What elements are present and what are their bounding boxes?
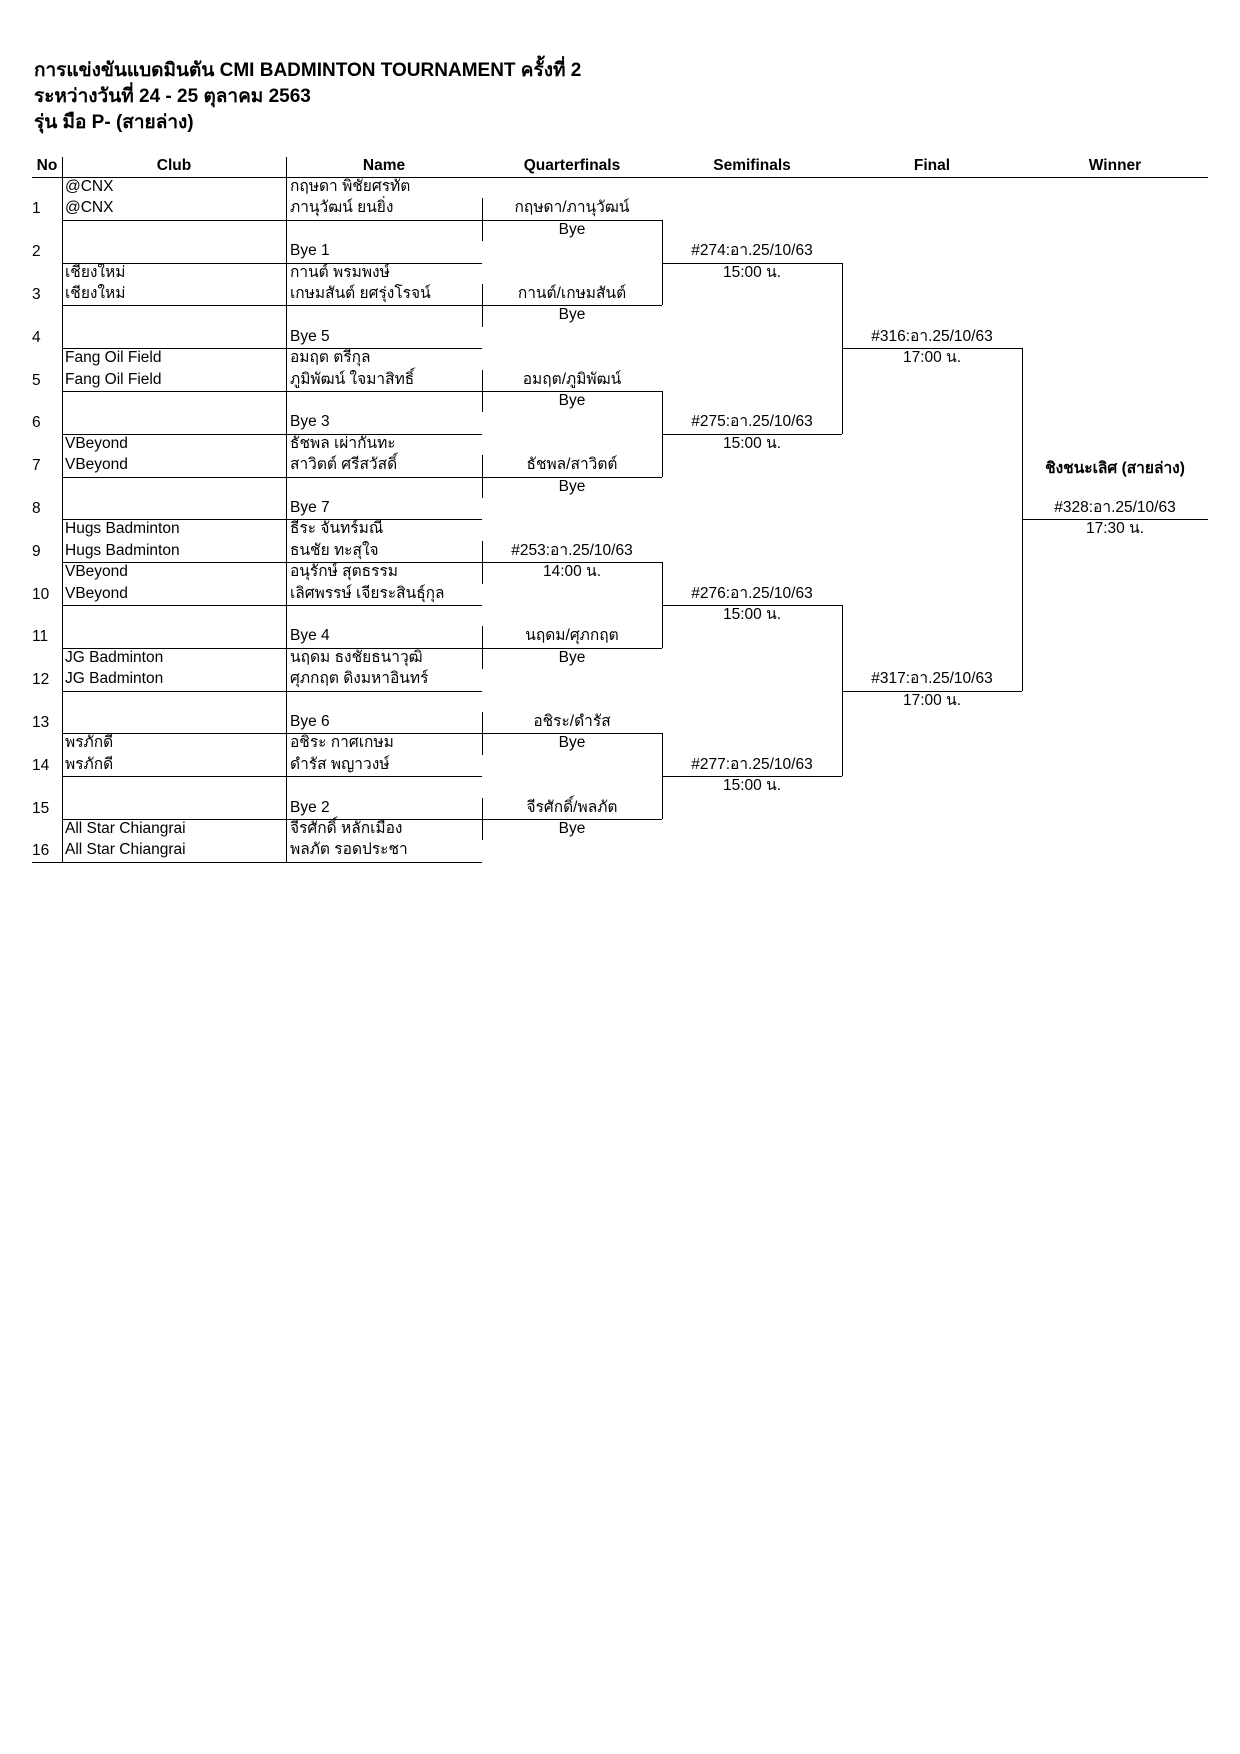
entry-player-name: Bye 3 xyxy=(290,413,330,431)
entry-divider-no xyxy=(62,434,63,477)
entry-club: All Star Chiangrai xyxy=(65,841,186,859)
entry-bottom-rule xyxy=(62,776,482,777)
division-label: รุ่น มือ P- (สายล่าง) xyxy=(34,112,194,133)
entry-divider-no xyxy=(62,648,63,691)
entry-player-name: ภูมิพัฒน์ ใจมาสิทธิ์ xyxy=(290,370,415,388)
entry-club: All Star Chiangrai xyxy=(65,820,186,837)
qf-match-detail: Bye xyxy=(558,648,586,666)
entry-player-name: พลภัต รอดประชา xyxy=(290,841,408,859)
entry-bottom-rule xyxy=(62,220,482,221)
entry-divider-no xyxy=(62,220,63,263)
entry-club: พรภักดี xyxy=(65,755,114,773)
sf-match-detail: 15:00 น. xyxy=(723,434,781,452)
tournament-dates: ระหว่างวันที่ 24 - 25 ตุลาคม 2563 xyxy=(34,86,311,107)
entry-bottom-rule xyxy=(62,305,482,306)
column-header-club: Club xyxy=(156,157,192,174)
entry-divider-no xyxy=(62,391,63,434)
entry-number: 7 xyxy=(32,457,41,475)
entry-player-name: Bye 7 xyxy=(290,499,330,516)
entry-bottom-rule xyxy=(62,862,482,863)
entry-divider-no xyxy=(62,776,63,819)
entry-club: @CNX xyxy=(65,178,114,195)
entry-club: Hugs Badminton xyxy=(65,541,180,559)
entry-club: Fang Oil Field xyxy=(65,349,162,367)
sf-match-detail: 15:00 น. xyxy=(723,777,781,795)
header-divider-no xyxy=(62,157,63,177)
entry-divider-club xyxy=(286,819,287,862)
entry-player-name: Bye 6 xyxy=(290,713,330,730)
final-match-label: #317:อา.25/10/63 xyxy=(871,670,993,688)
entry-bottom-rule xyxy=(62,605,482,606)
column-header-no: No xyxy=(36,157,58,174)
column-header-quarterfinals: Quarterfinals xyxy=(523,157,621,174)
sf-match-detail: 15:00 น. xyxy=(723,606,781,623)
qf-match-detail: Bye xyxy=(558,734,586,752)
entry-number: 1 xyxy=(32,200,41,218)
column-header-semifinals: Semifinals xyxy=(713,157,791,174)
qf-match-detail: Bye xyxy=(558,820,586,837)
column-header-name: Name xyxy=(362,157,406,174)
entry-player-name: กานต์ พรมพงษ์ xyxy=(290,263,390,281)
entry-club: VBeyond xyxy=(65,434,128,452)
entry-player-name: เลิศพรรษ์ เจียระสินธุ์กุล xyxy=(290,584,445,602)
entry-divider-club xyxy=(286,391,287,434)
entry-number: 9 xyxy=(32,542,41,560)
entry-divider-no xyxy=(62,305,63,348)
qf-match-detail: Bye xyxy=(558,477,586,495)
entry-divider-no xyxy=(62,562,63,605)
final-match-label: #316:อา.25/10/63 xyxy=(871,327,993,345)
entry-club: พรภักดี xyxy=(65,734,114,752)
entry-player-name: อมฤต ตรีกุล xyxy=(290,349,371,367)
entry-number: 16 xyxy=(32,842,50,860)
entry-divider-club xyxy=(286,691,287,734)
entry-club: VBeyond xyxy=(65,563,128,581)
entry-player-name: นฤดม ธงชัยธนาวุฒิ xyxy=(290,648,423,666)
sf-match-label: #276:อา.25/10/63 xyxy=(691,584,813,602)
qf-match-label: #253:อา.25/10/63 xyxy=(511,541,633,559)
winner-match-detail: 17:30 น. xyxy=(1086,520,1144,538)
final-match-detail: 17:00 น. xyxy=(903,691,961,709)
entry-bottom-rule xyxy=(62,391,482,392)
entry-number: 13 xyxy=(32,714,50,731)
entry-number: 12 xyxy=(32,671,50,689)
qf-match-detail: Bye xyxy=(558,220,586,238)
entry-player-name: ศุภกฤต ดิงมหาอินทร์ xyxy=(290,670,429,688)
qf-match-label: กฤษดา/ภานุวัฒน์ xyxy=(514,199,630,217)
entry-player-name: อชิระ กาศเกษม xyxy=(290,734,394,752)
qf-match-detail: 14:00 น. xyxy=(543,563,601,581)
qf-match-label: นฤดม/ศุภกฤต xyxy=(525,627,619,645)
tournament-title: การแข่งขันแบดมินตัน CMI BADMINTON TOURNAMENT ครั้งที่ 2 xyxy=(34,60,582,81)
entry-club: เชียงใหม่ xyxy=(65,263,126,281)
entry-player-name: ธนชัย ทะสุใจ xyxy=(290,541,379,559)
entry-divider-club xyxy=(286,648,287,691)
entry-number: 10 xyxy=(32,585,50,603)
entry-club: Hugs Badminton xyxy=(65,520,180,538)
entry-player-name: Bye 2 xyxy=(290,798,330,816)
entry-player-name: จีรศักดิ์ หลักเมือง xyxy=(290,820,403,837)
entry-player-name: ธัชพล เผ่ากันทะ xyxy=(290,434,396,452)
entry-number: 6 xyxy=(32,414,41,432)
entry-number: 15 xyxy=(32,799,50,817)
sf-match-label: #274:อา.25/10/63 xyxy=(691,242,813,260)
entry-divider-club xyxy=(286,305,287,348)
entry-number: 4 xyxy=(32,328,41,346)
sf-match-detail: 15:00 น. xyxy=(723,263,781,281)
qf-match-label: กานต์/เกษมสันต์ xyxy=(517,285,627,302)
entry-player-name: Bye 4 xyxy=(290,627,330,645)
entry-divider-no xyxy=(62,477,63,520)
entry-player-name: สาวิตต์ ศรีสวัสดิ์ xyxy=(290,456,398,474)
entry-club: VBeyond xyxy=(65,584,128,602)
entry-divider-no xyxy=(62,519,63,562)
entry-player-name: ธีระ จันทร์มณี xyxy=(290,520,384,538)
entry-club: VBeyond xyxy=(65,456,128,474)
entry-bottom-rule xyxy=(62,691,482,692)
entry-divider-club xyxy=(286,477,287,520)
entry-player-name: ภานุวัฒน์ ยนยิ่ง xyxy=(290,199,394,217)
entry-bottom-rule xyxy=(62,477,482,478)
entry-club: JG Badminton xyxy=(65,670,164,688)
entry-number: 5 xyxy=(32,371,41,389)
qf-match-detail: Bye xyxy=(558,306,586,324)
entry-divider-no xyxy=(62,263,63,306)
entry-divider-no xyxy=(62,819,63,862)
entry-player-name: เกษมสันต์ ยศรุ่งโรจน์ xyxy=(290,285,431,302)
entry-player-name: Bye 5 xyxy=(290,327,330,345)
entry-club: เชียงใหม่ xyxy=(65,285,126,302)
entry-divider-club xyxy=(286,177,287,220)
entry-divider-club xyxy=(286,776,287,819)
entry-divider-club xyxy=(286,605,287,648)
entry-club: JG Badminton xyxy=(65,648,164,666)
entry-divider-no xyxy=(62,733,63,776)
entry-divider-club xyxy=(286,263,287,306)
sf-match-label: #277:อา.25/10/63 xyxy=(691,755,813,773)
column-header-final: Final xyxy=(913,157,951,174)
entry-divider-no xyxy=(62,177,63,220)
entry-player-name: ดำรัส พญาวงษ์ xyxy=(290,755,390,773)
entry-divider-club xyxy=(286,434,287,477)
entry-player-name: อนุรักษ์ สุตธรรม xyxy=(290,563,398,581)
winner-title: ชิงชนะเลิศ (สายล่าง) xyxy=(1045,460,1185,478)
winner-match-label: #328:อา.25/10/63 xyxy=(1054,499,1176,516)
entry-divider-club xyxy=(286,220,287,263)
entry-club: Fang Oil Field xyxy=(65,370,162,388)
table-bottom-rule xyxy=(32,862,62,863)
entry-number: 14 xyxy=(32,756,50,774)
entry-player-name: กฤษดา พิชัยศรทัต xyxy=(290,178,411,195)
qf-match-label: จีรศักดิ์/พลภัต xyxy=(526,798,618,816)
qf-match-label: ธัชพล/สาวิตต์ xyxy=(526,456,618,474)
entry-number: 8 xyxy=(32,500,41,517)
entry-number: 3 xyxy=(32,286,41,303)
final-match-detail: 17:00 น. xyxy=(903,349,961,367)
header-divider-club xyxy=(286,157,287,177)
entry-club: @CNX xyxy=(65,199,114,217)
entry-divider-no xyxy=(62,348,63,391)
qf-match-label: อชิระ/ดำรัส xyxy=(533,713,611,730)
entry-divider-club xyxy=(286,562,287,605)
entry-divider-club xyxy=(286,733,287,776)
entry-divider-no xyxy=(62,605,63,648)
sf-match-label: #275:อา.25/10/63 xyxy=(691,413,813,431)
qf-match-label: อมฤต/ภูมิพัฒน์ xyxy=(522,370,622,388)
column-header-winner: Winner xyxy=(1088,157,1142,174)
entry-divider-club xyxy=(286,348,287,391)
entry-divider-club xyxy=(286,519,287,562)
entry-number: 11 xyxy=(32,628,49,646)
entry-player-name: Bye 1 xyxy=(290,242,330,260)
entry-number: 2 xyxy=(32,243,41,261)
entry-divider-no xyxy=(62,691,63,734)
qf-match-detail: Bye xyxy=(558,392,586,409)
